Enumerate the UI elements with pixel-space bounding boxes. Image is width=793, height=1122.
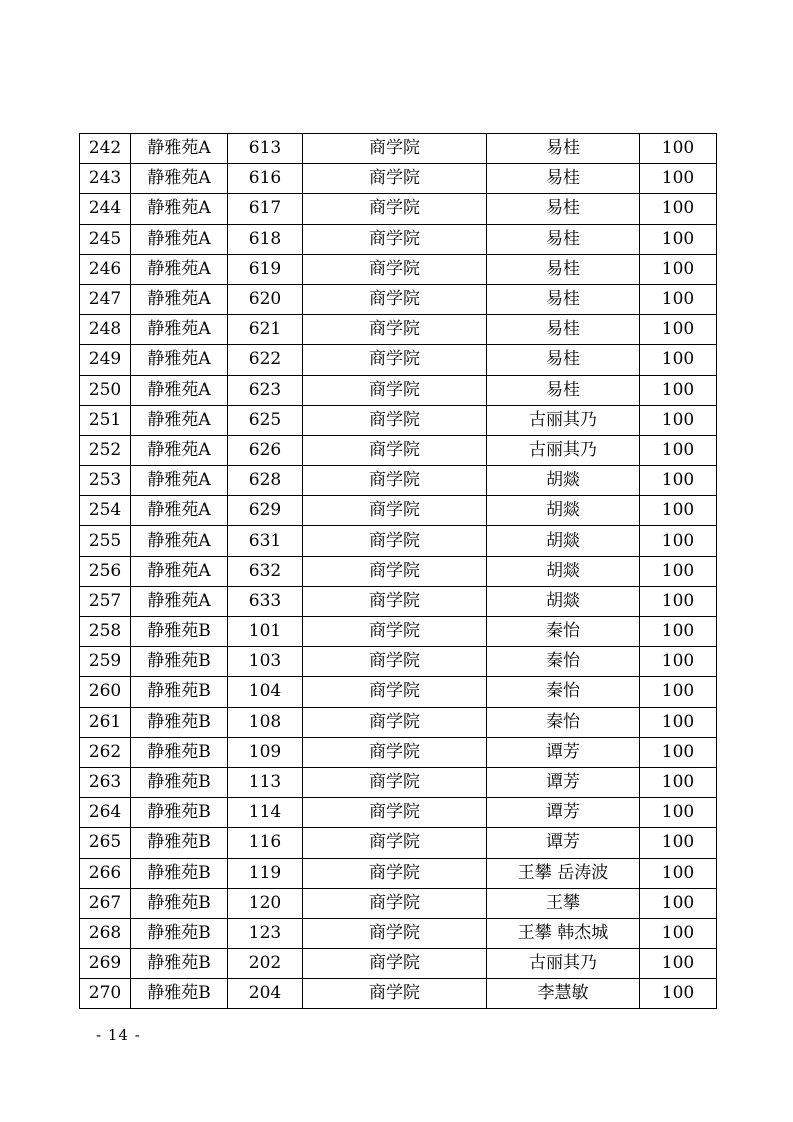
- cell-building: 静雅苑B: [131, 617, 228, 647]
- cell-counselor: 易桂: [487, 375, 640, 405]
- cell-building: 静雅苑B: [131, 737, 228, 767]
- cell-number: 242: [80, 134, 131, 164]
- cell-building: 静雅苑A: [131, 435, 228, 465]
- cell-counselor: 胡燚: [487, 556, 640, 586]
- table-row: [80, 315, 717, 345]
- table-row: [80, 466, 717, 496]
- cell-number: 248: [80, 315, 131, 345]
- cell-score: 100: [640, 767, 717, 797]
- cell-counselor: 易桂: [487, 134, 640, 164]
- table-body: [80, 134, 717, 1009]
- table-row: [80, 496, 717, 526]
- cell-score: 100: [640, 949, 717, 979]
- cell-counselor: 胡燚: [487, 496, 640, 526]
- cell-building: 静雅苑B: [131, 979, 228, 1009]
- cell-building: 静雅苑A: [131, 134, 228, 164]
- cell-score: 100: [640, 254, 717, 284]
- cell-building: 静雅苑A: [131, 315, 228, 345]
- cell-score: 100: [640, 798, 717, 828]
- cell-building: 静雅苑B: [131, 828, 228, 858]
- cell-number: 259: [80, 647, 131, 677]
- cell-college: 商学院: [303, 315, 487, 345]
- cell-college: 商学院: [303, 526, 487, 556]
- cell-score: 100: [640, 315, 717, 345]
- cell-score: 100: [640, 134, 717, 164]
- cell-counselor: 古丽其乃: [487, 435, 640, 465]
- cell-college: 商学院: [303, 767, 487, 797]
- cell-room: 620: [228, 284, 303, 314]
- cell-counselor: 秦怡: [487, 647, 640, 677]
- cell-room: 114: [228, 798, 303, 828]
- cell-counselor: 谭芳: [487, 767, 640, 797]
- cell-score: 100: [640, 496, 717, 526]
- cell-building: 静雅苑A: [131, 496, 228, 526]
- cell-college: 商学院: [303, 586, 487, 616]
- cell-room: 621: [228, 315, 303, 345]
- cell-room: 101: [228, 617, 303, 647]
- cell-room: 202: [228, 949, 303, 979]
- cell-counselor: 易桂: [487, 254, 640, 284]
- cell-college: 商学院: [303, 677, 487, 707]
- cell-number: 252: [80, 435, 131, 465]
- cell-college: 商学院: [303, 647, 487, 677]
- cell-college: 商学院: [303, 888, 487, 918]
- table-row: [80, 556, 717, 586]
- cell-score: 100: [640, 647, 717, 677]
- cell-building: 静雅苑B: [131, 918, 228, 948]
- table-row: [80, 586, 717, 616]
- cell-number: 244: [80, 194, 131, 224]
- cell-college: 商学院: [303, 798, 487, 828]
- cell-number: 243: [80, 164, 131, 194]
- cell-college: 商学院: [303, 918, 487, 948]
- cell-counselor: 古丽其乃: [487, 949, 640, 979]
- table-row: [80, 617, 717, 647]
- table-row: [80, 979, 717, 1009]
- cell-room: 629: [228, 496, 303, 526]
- cell-college: 商学院: [303, 858, 487, 888]
- table-row: [80, 918, 717, 948]
- cell-college: 商学院: [303, 405, 487, 435]
- cell-room: 109: [228, 737, 303, 767]
- cell-room: 116: [228, 828, 303, 858]
- cell-building: 静雅苑B: [131, 647, 228, 677]
- cell-room: 625: [228, 405, 303, 435]
- cell-number: 251: [80, 405, 131, 435]
- cell-score: 100: [640, 375, 717, 405]
- cell-number: 269: [80, 949, 131, 979]
- cell-building: 静雅苑A: [131, 284, 228, 314]
- cell-room: 120: [228, 888, 303, 918]
- cell-score: 100: [640, 164, 717, 194]
- table-row: [80, 677, 717, 707]
- cell-room: 633: [228, 586, 303, 616]
- cell-building: 静雅苑A: [131, 526, 228, 556]
- cell-score: 100: [640, 284, 717, 314]
- cell-building: 静雅苑B: [131, 707, 228, 737]
- cell-counselor: 胡燚: [487, 466, 640, 496]
- table-row: [80, 767, 717, 797]
- cell-counselor: 秦怡: [487, 707, 640, 737]
- cell-score: 100: [640, 737, 717, 767]
- table-row: [80, 707, 717, 737]
- table-row: [80, 798, 717, 828]
- cell-room: 631: [228, 526, 303, 556]
- cell-score: 100: [640, 707, 717, 737]
- cell-number: 260: [80, 677, 131, 707]
- cell-room: 108: [228, 707, 303, 737]
- cell-number: 261: [80, 707, 131, 737]
- cell-room: 103: [228, 647, 303, 677]
- table-row: [80, 737, 717, 767]
- cell-number: 268: [80, 918, 131, 948]
- cell-number: 249: [80, 345, 131, 375]
- cell-counselor: 李慧敏: [487, 979, 640, 1009]
- cell-room: 617: [228, 194, 303, 224]
- cell-building: 静雅苑A: [131, 375, 228, 405]
- cell-number: 246: [80, 254, 131, 284]
- cell-counselor: 秦怡: [487, 617, 640, 647]
- table-row: [80, 224, 717, 254]
- cell-college: 商学院: [303, 949, 487, 979]
- cell-college: 商学院: [303, 345, 487, 375]
- cell-counselor: 王攀 岳涛波: [487, 858, 640, 888]
- cell-counselor: 谭芳: [487, 828, 640, 858]
- cell-college: 商学院: [303, 979, 487, 1009]
- cell-college: 商学院: [303, 134, 487, 164]
- cell-number: 257: [80, 586, 131, 616]
- cell-college: 商学院: [303, 466, 487, 496]
- cell-building: 静雅苑A: [131, 194, 228, 224]
- cell-counselor: 易桂: [487, 315, 640, 345]
- cell-building: 静雅苑B: [131, 798, 228, 828]
- cell-room: 622: [228, 345, 303, 375]
- cell-room: 632: [228, 556, 303, 586]
- cell-college: 商学院: [303, 164, 487, 194]
- cell-building: 静雅苑A: [131, 466, 228, 496]
- cell-college: 商学院: [303, 707, 487, 737]
- cell-building: 静雅苑A: [131, 586, 228, 616]
- cell-score: 100: [640, 617, 717, 647]
- table-row: [80, 828, 717, 858]
- cell-counselor: 胡燚: [487, 586, 640, 616]
- cell-number: 265: [80, 828, 131, 858]
- cell-room: 623: [228, 375, 303, 405]
- cell-counselor: 古丽其乃: [487, 405, 640, 435]
- cell-room: 626: [228, 435, 303, 465]
- cell-counselor: 谭芳: [487, 798, 640, 828]
- table-row: [80, 375, 717, 405]
- cell-number: 250: [80, 375, 131, 405]
- cell-counselor: 胡燚: [487, 526, 640, 556]
- table-row: [80, 284, 717, 314]
- cell-score: 100: [640, 435, 717, 465]
- cell-score: 100: [640, 979, 717, 1009]
- cell-counselor: 谭芳: [487, 737, 640, 767]
- table-row: [80, 888, 717, 918]
- cell-number: 247: [80, 284, 131, 314]
- cell-score: 100: [640, 858, 717, 888]
- cell-number: 270: [80, 979, 131, 1009]
- table-row: [80, 134, 717, 164]
- table-row: [80, 194, 717, 224]
- cell-building: 静雅苑B: [131, 677, 228, 707]
- cell-counselor: 王攀 韩杰城: [487, 918, 640, 948]
- table-row: [80, 526, 717, 556]
- cell-counselor: 易桂: [487, 284, 640, 314]
- table-row: [80, 647, 717, 677]
- cell-score: 100: [640, 345, 717, 375]
- cell-college: 商学院: [303, 284, 487, 314]
- cell-college: 商学院: [303, 617, 487, 647]
- cell-building: 静雅苑A: [131, 345, 228, 375]
- cell-number: 266: [80, 858, 131, 888]
- cell-college: 商学院: [303, 435, 487, 465]
- cell-score: 100: [640, 224, 717, 254]
- cell-score: 100: [640, 556, 717, 586]
- cell-building: 静雅苑B: [131, 767, 228, 797]
- table-row: [80, 164, 717, 194]
- cell-college: 商学院: [303, 737, 487, 767]
- cell-college: 商学院: [303, 254, 487, 284]
- cell-number: 264: [80, 798, 131, 828]
- cell-building: 静雅苑A: [131, 164, 228, 194]
- page-number: - 14 -: [96, 1026, 141, 1044]
- cell-building: 静雅苑B: [131, 858, 228, 888]
- cell-college: 商学院: [303, 194, 487, 224]
- cell-score: 100: [640, 828, 717, 858]
- cell-building: 静雅苑B: [131, 949, 228, 979]
- cell-building: 静雅苑A: [131, 224, 228, 254]
- cell-building: 静雅苑A: [131, 405, 228, 435]
- cell-counselor: 易桂: [487, 224, 640, 254]
- table-row: [80, 858, 717, 888]
- cell-score: 100: [640, 888, 717, 918]
- cell-room: 613: [228, 134, 303, 164]
- cell-college: 商学院: [303, 224, 487, 254]
- cell-number: 263: [80, 767, 131, 797]
- cell-number: 262: [80, 737, 131, 767]
- cell-room: 123: [228, 918, 303, 948]
- table-row: [80, 254, 717, 284]
- cell-room: 119: [228, 858, 303, 888]
- cell-room: 619: [228, 254, 303, 284]
- cell-college: 商学院: [303, 496, 487, 526]
- cell-college: 商学院: [303, 828, 487, 858]
- cell-score: 100: [640, 194, 717, 224]
- cell-room: 113: [228, 767, 303, 797]
- cell-score: 100: [640, 526, 717, 556]
- cell-number: 258: [80, 617, 131, 647]
- cell-counselor: 易桂: [487, 164, 640, 194]
- cell-building: 静雅苑A: [131, 556, 228, 586]
- cell-number: 254: [80, 496, 131, 526]
- cell-number: 256: [80, 556, 131, 586]
- cell-room: 616: [228, 164, 303, 194]
- cell-counselor: 秦怡: [487, 677, 640, 707]
- cell-room: 204: [228, 979, 303, 1009]
- table-row: [80, 949, 717, 979]
- cell-score: 100: [640, 466, 717, 496]
- cell-score: 100: [640, 405, 717, 435]
- cell-room: 104: [228, 677, 303, 707]
- cell-room: 618: [228, 224, 303, 254]
- cell-counselor: 易桂: [487, 345, 640, 375]
- cell-number: 245: [80, 224, 131, 254]
- cell-counselor: 易桂: [487, 194, 640, 224]
- table-row: [80, 435, 717, 465]
- cell-room: 628: [228, 466, 303, 496]
- cell-college: 商学院: [303, 375, 487, 405]
- cell-score: 100: [640, 677, 717, 707]
- dormitory-score-table: [79, 133, 717, 1009]
- cell-number: 267: [80, 888, 131, 918]
- table-row: [80, 345, 717, 375]
- cell-college: 商学院: [303, 556, 487, 586]
- cell-number: 255: [80, 526, 131, 556]
- cell-number: 253: [80, 466, 131, 496]
- cell-building: 静雅苑B: [131, 888, 228, 918]
- cell-counselor: 王攀: [487, 888, 640, 918]
- cell-score: 100: [640, 918, 717, 948]
- cell-score: 100: [640, 586, 717, 616]
- cell-building: 静雅苑A: [131, 254, 228, 284]
- table-row: [80, 405, 717, 435]
